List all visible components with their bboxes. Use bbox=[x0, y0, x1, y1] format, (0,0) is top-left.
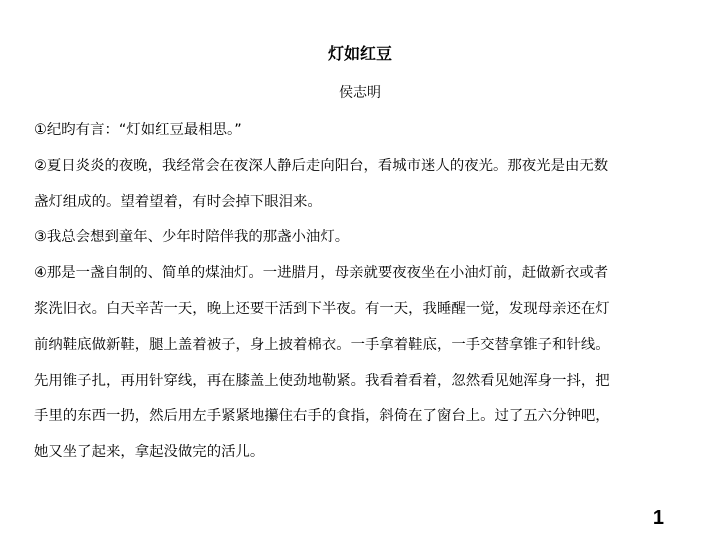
document-author: 侯志明 bbox=[339, 85, 381, 101]
text-line: ④那是一盏自制的、简单的煤油灯。一进腊月，母亲就要夜夜坐在小油灯前，赶做新衣或者 bbox=[34, 265, 609, 282]
text-line: ③我总会想到童年、少年时陪伴我的那盏小油灯。 bbox=[34, 229, 350, 246]
text-line: 手里的东西一扔，然后用左手紧紧地攥住右手的食指，斜倚在了窗台上。过了五六分钟吧， bbox=[34, 408, 610, 425]
text-line: 她又坐了起来，拿起没做完的活儿。 bbox=[34, 444, 265, 461]
text-line: ①纪昀有言：“灯如红豆最相思。” bbox=[34, 122, 242, 138]
text-line: 盏灯组成的。望着望着，有时会掉下眼泪来。 bbox=[34, 193, 322, 210]
text-line: 先用锥子扎，再用针穿线，再在膝盖上使劲地勒紧。我看着看着，忽然看见她浑身一抖，把 bbox=[34, 372, 610, 389]
document-title: 灯如红豆 bbox=[327, 44, 392, 63]
text-line: 前纳鞋底做新鞋，腿上盖着被子，身上披着棉衣。一手拿着鞋底，一手交替拿锥子和针线。 bbox=[34, 336, 610, 353]
text-line: ②夏日炎炎的夜晚，我经常会在夜深人静后走向阳台，看城市迷人的夜光。那夜光是由无数 bbox=[34, 157, 609, 174]
text-line: 浆洗旧衣。白天辛苦一天，晚上还要干活到下半夜。有一天，我睡醒一觉，发现母亲还在灯 bbox=[34, 300, 610, 317]
body-text bbox=[34, 120, 690, 478]
page-number: 1 bbox=[652, 507, 664, 529]
